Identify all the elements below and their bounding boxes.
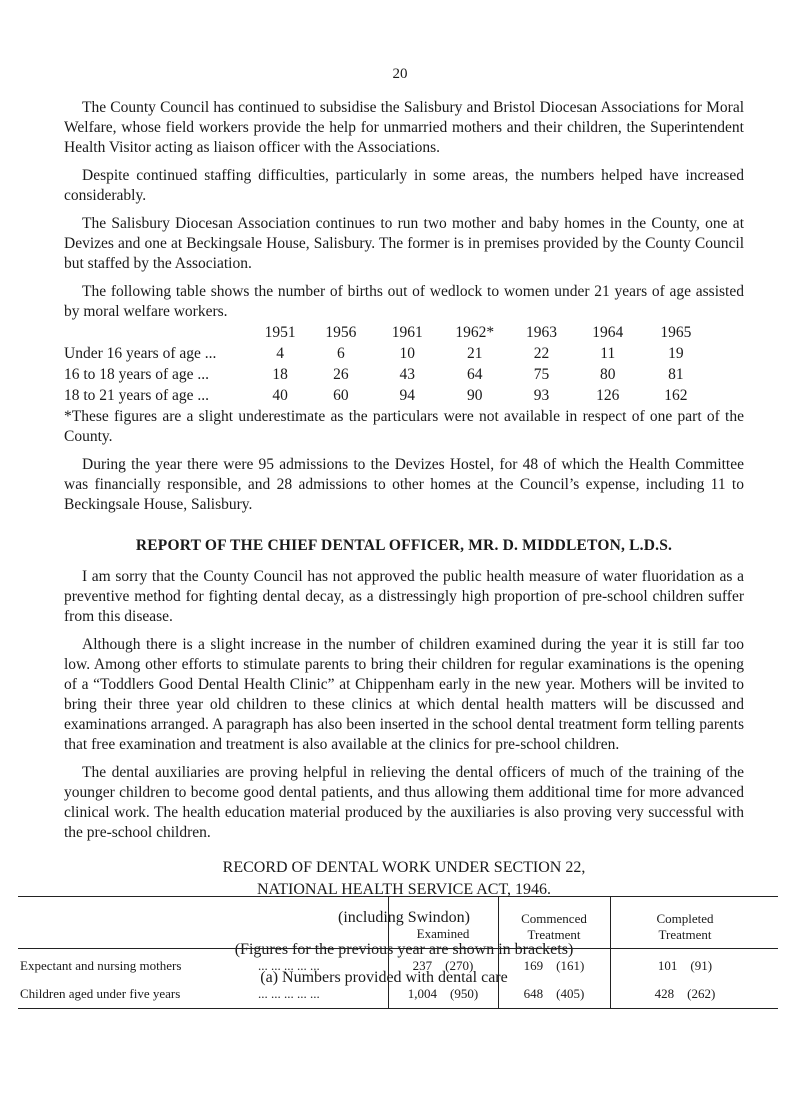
record-title-line-2: NATIONAL HEALTH SERVICE ACT, 1946.: [256, 881, 552, 898]
paragraph-table-intro: The following table shows the number of births out of wedlock to women under 21 years of age assisted by moral welfare workers.: [64, 283, 744, 320]
table-row: [64, 385, 710, 406]
row-label: Under 16 years of age ...: [64, 344, 217, 362]
table-cell: 19: [668, 344, 684, 362]
paragraph-subsidy: The County Council has continued to subsidise the Salisbury and Bristol Diocesan Associations for Moral Welfare, whose field workers provide the help for unmarried mothers and their children, the Superintendent Health Visitor acting as liaison officer with the Associations.: [64, 99, 744, 156]
paragraph-admissions: During the year there were 95 admissions to the Devizes Hostel, for 48 of which the Health Committee was financially responsible, and 28 admissions to other homes at the Council’s expense, including 11 to Beckingsale House, Salisbury.: [64, 456, 744, 513]
table-cell: 21: [467, 344, 483, 362]
table-cell: 43: [399, 365, 415, 383]
year-header: 1962*: [455, 323, 495, 341]
paragraph-homes: The Salisbury Diocesan Association continues to run two mother and baby homes in the County, one at Devizes and one at Beckingsale House, Salisbury. The former is in premises provided by the County Council but staffed by the Association.: [64, 215, 744, 272]
paragraph-auxiliaries: The dental auxiliaries are proving helpful in relieving the dental officers of much of the training of the younger children to become good dental patients, and thus allowing them additional time for more advanced clinical work. The health education material produced by the auxiliaries is also proving very successful with the pre-school children.: [64, 764, 744, 841]
table-cell: 6: [337, 344, 345, 362]
row-label: [20, 958, 181, 974]
table-row: [64, 364, 710, 385]
table-cell: 26: [333, 365, 349, 383]
table-cell: 1,004 (950): [407, 986, 479, 1001]
table-cell: 101 (91): [657, 958, 713, 973]
table-cell: 75: [533, 365, 550, 383]
year-header: 1965: [660, 323, 692, 341]
row-label-text: Expectant and nursing mothers: [20, 958, 182, 973]
year-header: 1951: [264, 323, 296, 341]
dental-report-heading: REPORT OF THE CHIEF DENTAL OFFICER, MR. D. MIDDLETON, L.D.S.: [135, 537, 673, 554]
year-header: 1961: [391, 323, 423, 341]
births-footnote: *These figures are a slight underestimate as the particulars were not available in respect of one part of the County.: [64, 408, 744, 445]
births-table: [64, 322, 710, 406]
table-cell: 428 (262): [654, 986, 716, 1001]
page-body: [64, 98, 744, 989]
table-cell: 126: [596, 386, 620, 404]
year-header: 1956: [325, 323, 357, 341]
year-header: 1963: [525, 323, 557, 341]
table-cell: 237 (270): [412, 958, 474, 973]
table-cell: 40: [272, 386, 288, 404]
table-cell: 81: [668, 365, 684, 383]
column-header-examined: Examined: [416, 926, 470, 941]
paragraph-examinations: Although there is a slight increase in the number of children examined during the year it is still far too low. Among other efforts to stimulate parents to bring their children for regular examinations is the opening of a “Toddlers Good Dental Health Clinic” at Chippenham early in the new year. Mothers will be invited to bring their three year old children to these clinics at which dental health matters will be discussed and examinations arranged. A paragraph has also been inserted in the school dental treatment form telling parents that free examination and treatment is also available at the clinics for pre-school children.: [64, 636, 744, 753]
table-cell: 94: [399, 386, 415, 404]
record-section: (a) Numbers provided with dental care: [260, 969, 508, 986]
paragraph-fluoridation: I am sorry that the County Council has not approved the public health measure of water fluoridation as a preventive method for fighting dental decay, as a distressingly high proportion of pre-school children suffer from this disease.: [64, 568, 744, 625]
page-number: 20: [392, 66, 408, 82]
table-cell: 18: [272, 365, 288, 383]
row-leader-dots: ... ... ... ... ...: [258, 958, 320, 973]
row-label-text: Children aged under five years: [20, 986, 181, 1001]
column-header-commenced: Commenced Treatment: [521, 911, 587, 942]
table-cell: 4: [276, 344, 284, 362]
births-table-header: [64, 322, 710, 343]
table-rule-mid: [18, 948, 778, 949]
table-row: [64, 343, 710, 364]
record-title-line-1: RECORD OF DENTAL WORK UNDER SECTION 22,: [222, 859, 586, 876]
table-cell: 648 (405): [523, 986, 585, 1001]
table-rule-bottom: [18, 1008, 778, 1009]
table-cell: 162: [664, 386, 688, 404]
record-subtitle: (including Swindon): [338, 909, 470, 926]
table-cell: 60: [333, 386, 349, 404]
table-cell: 169 (161): [523, 958, 585, 973]
table-cell: 11: [600, 344, 616, 362]
row-leader-dots: ... ... ... ... ...: [258, 986, 320, 1001]
table-rule-top: [18, 896, 778, 897]
record-note: (Figures for the previous year are shown in brackets): [234, 941, 574, 958]
row-label: 18 to 21 years of age ...: [64, 386, 210, 404]
table-cell: 22: [533, 344, 550, 362]
year-header: 1964: [592, 323, 624, 341]
table-cell: 90: [467, 386, 483, 404]
table-cell: 93: [533, 386, 550, 404]
table-cell: 64: [467, 365, 483, 383]
column-header-completed: Completed Treatment: [656, 911, 714, 942]
row-label: 16 to 18 years of age ...: [64, 365, 210, 383]
paragraph-staffing: Despite continued staffing difficulties, particularly in some areas, the numbers helped have increased considerably.: [64, 167, 744, 204]
table-cell: 80: [600, 365, 616, 383]
row-label: [20, 986, 180, 1002]
table-cell: 10: [399, 344, 415, 362]
